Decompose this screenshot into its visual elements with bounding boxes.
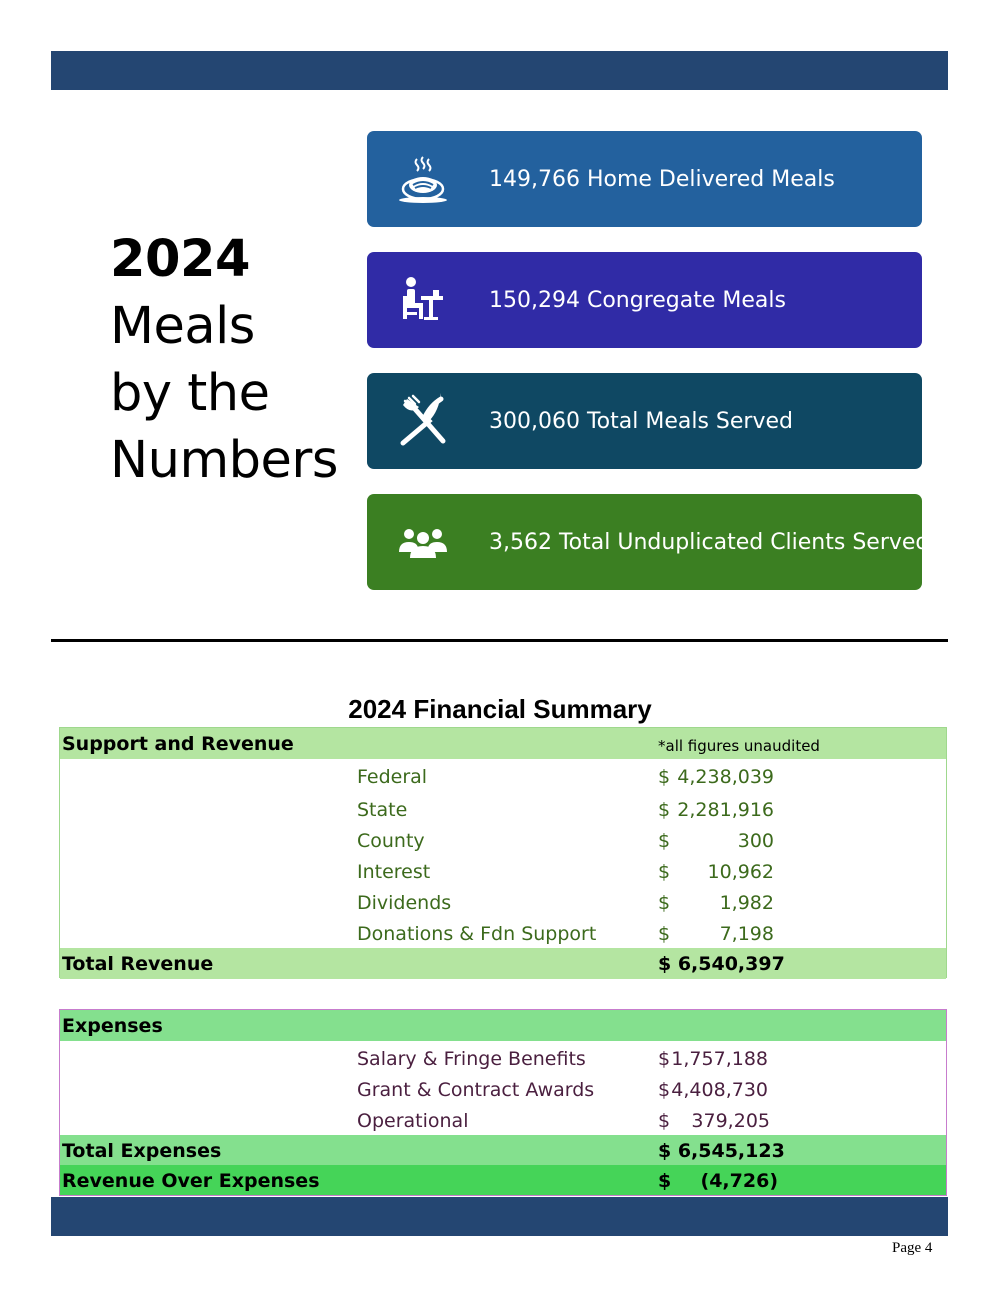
revenue-over-expenses-label: Revenue Over Expenses bbox=[62, 1170, 320, 1192]
revenue-label: Dividends bbox=[357, 892, 452, 914]
revenue-label: County bbox=[357, 830, 425, 852]
total-revenue-row bbox=[60, 948, 946, 979]
revenue-amount: 300 bbox=[737, 830, 774, 852]
total-revenue-amount: $ 6,540,397 bbox=[658, 953, 785, 975]
revenue-over-expenses-row bbox=[60, 1165, 946, 1195]
revenue-row bbox=[60, 761, 946, 792]
header-band bbox=[51, 51, 948, 90]
revenue-row bbox=[60, 918, 946, 949]
revenue-amount: 2,281,916 bbox=[677, 799, 774, 821]
stat-text: 3,562 Total Unduplicated Clients Served bbox=[489, 529, 930, 555]
hero-title bbox=[110, 226, 360, 494]
revenue-label: State bbox=[357, 799, 408, 821]
revenue-over-expenses-amount: (4,726) bbox=[700, 1170, 778, 1192]
unaudited-note: *all figures unaudited bbox=[658, 737, 820, 755]
expense-row bbox=[60, 1074, 946, 1105]
stat-text: 150,294 Congregate Meals bbox=[489, 287, 786, 313]
total-expenses-amount: $ 6,545,123 bbox=[658, 1140, 785, 1162]
currency-symbol: $ bbox=[658, 861, 671, 883]
revenue-label: Donations & Fdn Support bbox=[357, 923, 597, 945]
revenue-amount: 4,238,039 bbox=[677, 766, 774, 788]
people-group-icon bbox=[395, 514, 451, 570]
revenue-label: Interest bbox=[357, 861, 431, 883]
person-at-table-icon bbox=[395, 272, 451, 328]
stat-text: 300,060 Total Meals Served bbox=[489, 408, 793, 434]
expense-label: Salary & Fringe Benefits bbox=[357, 1048, 586, 1070]
currency-symbol: $ bbox=[658, 1079, 671, 1101]
stat-card-home-delivered bbox=[367, 131, 922, 227]
revenue-amount: 10,962 bbox=[707, 861, 774, 883]
hero-line: Meals bbox=[110, 297, 255, 356]
stat-card-total-meals bbox=[367, 373, 922, 469]
section-divider bbox=[51, 639, 948, 642]
expense-row bbox=[60, 1105, 946, 1136]
hero-year: 2024 bbox=[110, 230, 250, 289]
total-revenue-label: Total Revenue bbox=[62, 953, 214, 975]
hero-line: by the bbox=[110, 364, 270, 423]
hero-line: Numbers bbox=[110, 431, 338, 490]
revenue-amount: 1,982 bbox=[719, 892, 774, 914]
revenue-header: Support and Revenue bbox=[62, 733, 294, 755]
revenue-label: Federal bbox=[357, 766, 428, 788]
page-number: Page 4 bbox=[892, 1240, 933, 1256]
currency-symbol: $ bbox=[658, 892, 671, 914]
currency-symbol: $ bbox=[658, 830, 671, 852]
currency-symbol: $ bbox=[658, 1048, 671, 1070]
hot-plate-icon bbox=[395, 151, 451, 207]
footer-band bbox=[51, 1197, 948, 1236]
revenue-header-row bbox=[60, 728, 946, 759]
expenses-table bbox=[59, 1009, 947, 1196]
expense-amount: 379,205 bbox=[691, 1110, 770, 1132]
expenses-header: Expenses bbox=[62, 1015, 163, 1037]
total-expenses-label: Total Expenses bbox=[62, 1140, 222, 1162]
expense-row bbox=[60, 1043, 946, 1074]
financial-summary-title: 2024 Financial Summary bbox=[348, 694, 652, 724]
revenue-row bbox=[60, 825, 946, 856]
revenue-row bbox=[60, 887, 946, 918]
stat-card-congregate bbox=[367, 252, 922, 348]
currency-symbol: $ bbox=[658, 1170, 672, 1192]
total-expenses-row bbox=[60, 1135, 946, 1166]
expense-label: Operational bbox=[357, 1110, 469, 1132]
currency-symbol: $ bbox=[658, 1110, 671, 1132]
expense-amount: 4,408,730 bbox=[671, 1079, 768, 1101]
stat-card-clients bbox=[367, 494, 930, 590]
currency-symbol: $ bbox=[658, 923, 671, 945]
revenue-row bbox=[60, 794, 946, 825]
expenses-header-row bbox=[60, 1010, 946, 1041]
revenue-amount: 7,198 bbox=[719, 923, 774, 945]
revenue-table bbox=[59, 727, 947, 978]
currency-symbol: $ bbox=[658, 766, 671, 788]
currency-symbol: $ bbox=[658, 799, 671, 821]
expense-amount: 1,757,188 bbox=[671, 1048, 768, 1070]
revenue-row bbox=[60, 856, 946, 887]
fork-knife-icon bbox=[395, 393, 451, 449]
expense-label: Grant & Contract Awards bbox=[357, 1079, 595, 1101]
stat-text: 149,766 Home Delivered Meals bbox=[489, 166, 835, 192]
